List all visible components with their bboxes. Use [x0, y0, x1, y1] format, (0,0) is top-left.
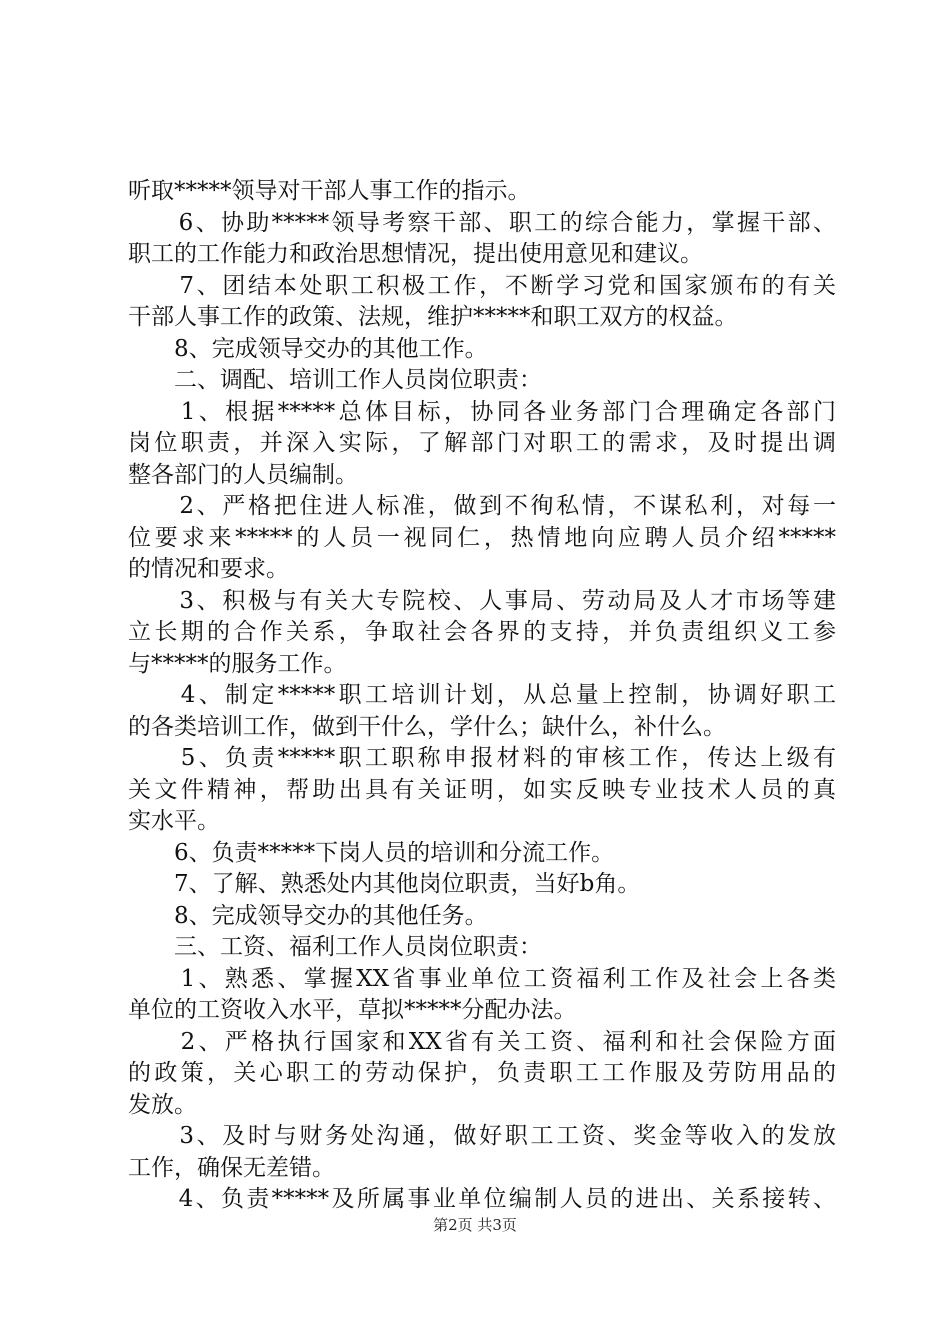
- text-line: 的各类培训工作，做到干什么，学什么；缺什么，补什么。: [128, 713, 726, 740]
- text-line: 8、完成领导交办的其他工作。: [128, 335, 488, 362]
- text-line: 8、完成领导交办的其他任务。: [128, 902, 488, 929]
- text-line: 7、了解、熟悉处内其他岗位职责，当好b角。: [128, 871, 641, 897]
- text-line: 立长期的合作关系，争取社会各界的支持，并负责组织义工参: [128, 619, 836, 645]
- text-line: 的情况和要求。: [128, 556, 289, 582]
- text-line: 单位的工资收入水平，草拟*****分配办法。: [128, 997, 577, 1023]
- text-line: 干部人事工作的政策、法规，维护*****和职工双方的权益。: [128, 304, 738, 330]
- text-line: 4、负责*****及所属事业单位编制人员的进出、关系接转、: [128, 1186, 836, 1212]
- text-line: 职工的工作能力和政治思想情况，提出使用意见和建议。: [128, 241, 703, 267]
- text-line: 2、严格执行国家和XX省有关工资、福利和社会保险方面: [128, 1028, 836, 1055]
- text-line: 2、严格把住进人标准，做到不徇私情，不谋私利，对每一: [128, 493, 836, 519]
- text-line: 关文件精神，帮助出具有关证明，如实反映专业技术人员的真: [128, 776, 836, 803]
- text-line: 7、团结本处职工积极工作，不断学习党和国家颁布的有关: [128, 272, 836, 299]
- text-line: 1、根据*****总体目标，协同各业务部门合理确定各部门: [128, 398, 836, 425]
- section-heading: 二、调配、培训工作人员岗位职责：: [128, 367, 542, 393]
- text-line: 1、熟悉、掌握XX省事业单位工资福利工作及社会上各类: [128, 965, 836, 992]
- document-body: [128, 176, 836, 1216]
- text-line: 4、制定*****职工培训计划，从总量上控制，协调好职工: [128, 682, 836, 708]
- text-line: 发放。: [128, 1091, 197, 1118]
- text-line: 的政策，关心职工的劳动保护，负责职工工作服及劳防用品的: [128, 1060, 836, 1086]
- text-line: 与*****的服务工作。: [128, 650, 347, 677]
- text-line: 岗位职责，并深入实际，了解部门对职工的需求，及时提出调: [128, 430, 836, 456]
- text-line: 3、及时与财务处沟通，做好职工工资、奖金等收入的发放: [128, 1123, 836, 1149]
- text-line: 整各部门的人员编制。: [128, 461, 358, 488]
- section-heading: 三、工资、福利工作人员岗位职责：: [128, 934, 542, 960]
- text-line: 工作，确保无差错。: [128, 1154, 335, 1181]
- text-line: 3、积极与有关大专院校、人事局、劳动局及人才市场等建: [128, 587, 836, 614]
- text-line: 听取*****领导对干部人事工作的指示。: [128, 178, 531, 204]
- text-line: 实水平。: [128, 808, 220, 834]
- text-line: 5、负责*****职工职称申报材料的审核工作，传达上级有: [128, 745, 836, 771]
- text-line: 6、协助*****领导考察干部、职工的综合能力，掌握干部、: [128, 209, 836, 236]
- text-line: 位要求来*****的人员一视同仁，热情地向应聘人员介绍*****: [128, 524, 836, 551]
- text-line: 6、负责*****下岗人员的培训和分流工作。: [128, 839, 615, 866]
- page-footer: 第2页 共3页: [433, 1216, 517, 1234]
